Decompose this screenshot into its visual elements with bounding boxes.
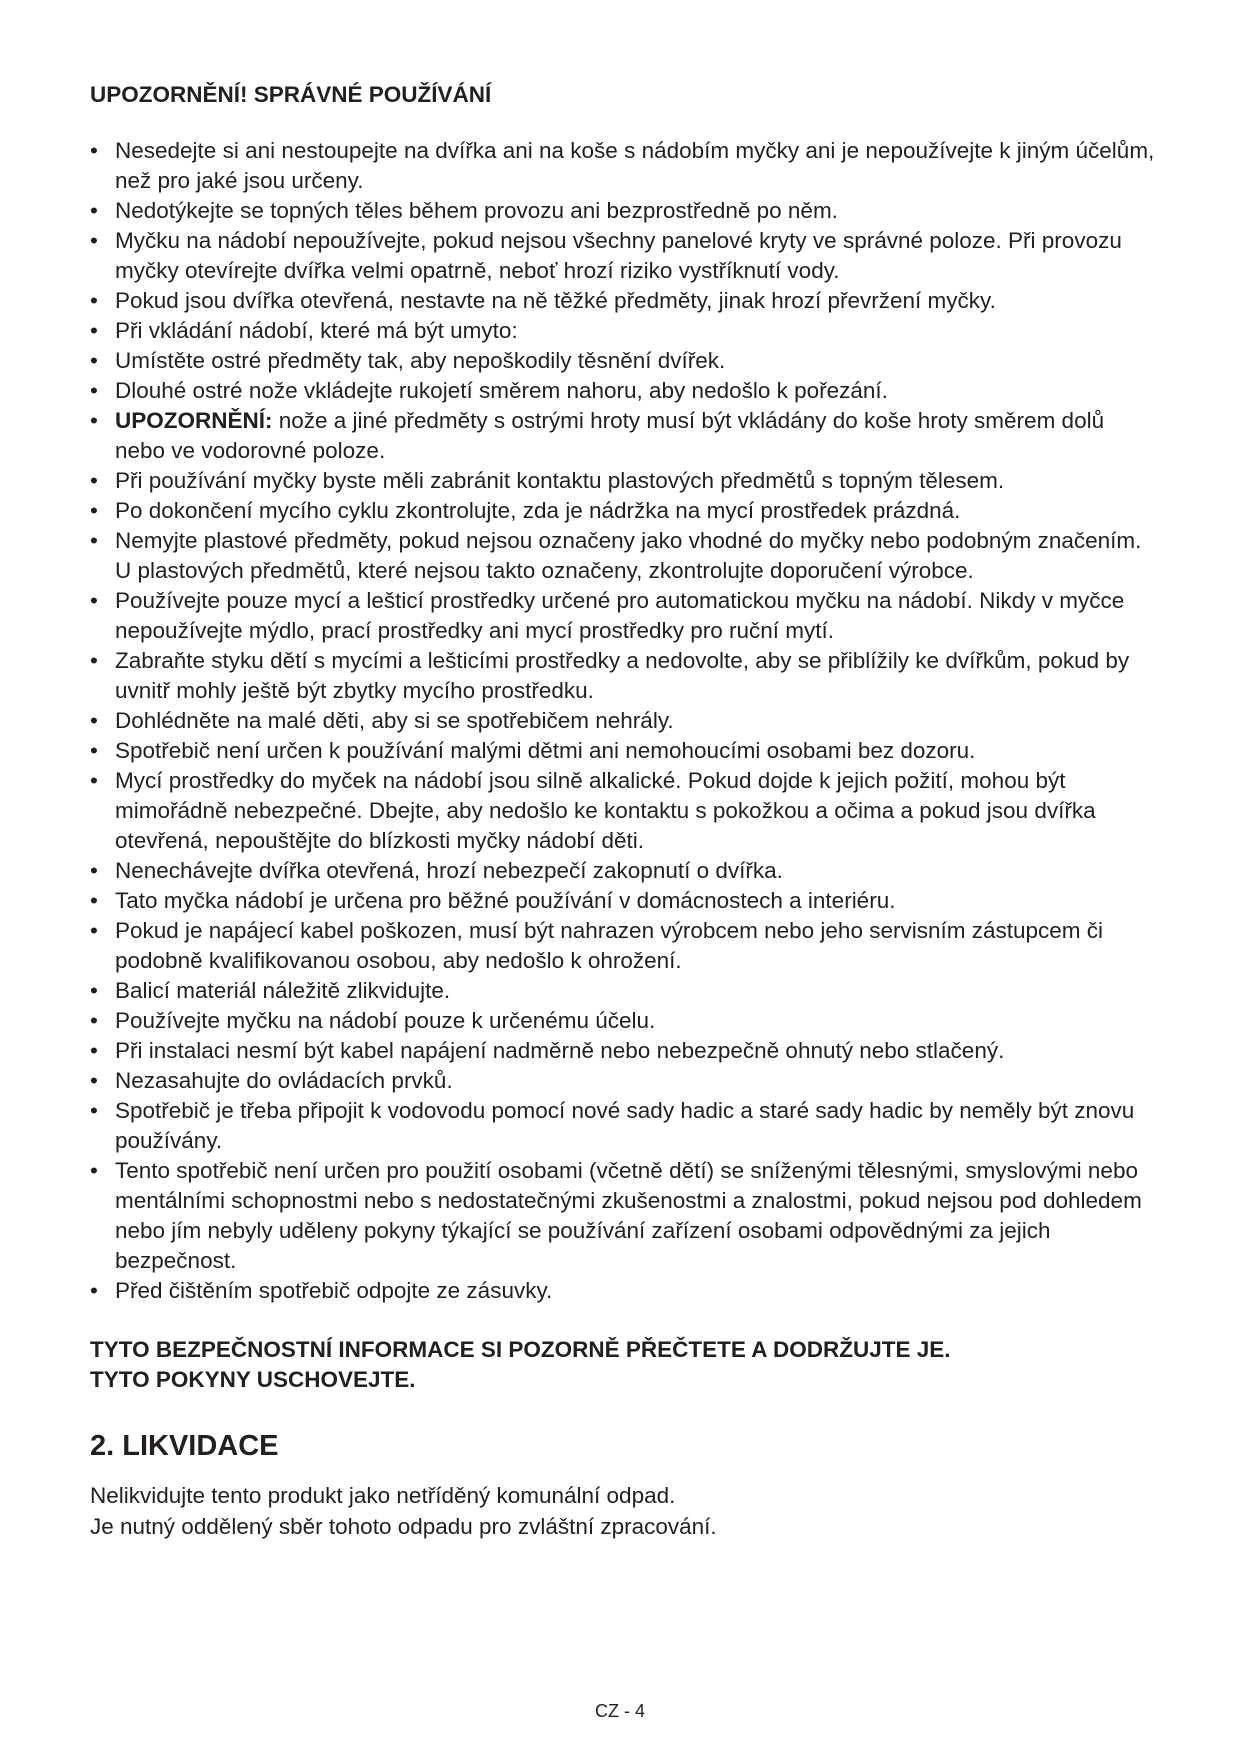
bullet-item xyxy=(90,1096,1160,1156)
bullet-item xyxy=(90,916,1160,976)
bullet-text: Nezasahujte do ovládacích prvků. xyxy=(115,1068,453,1093)
bullet-text: Mycí prostředky do myček na nádobí jsou silně alkalické. Pokud dojde k jejich požití, mohou být mimořádně nebezpečné. Dbejte, aby nedošlo ke kontaktu s pokožkou a očima a pokud jsou dvířka otevřená, nepouštějte do blízkosti myčky nádobí děti. xyxy=(115,768,1096,853)
bullet-text: Balicí materiál náležitě zlikvidujte. xyxy=(115,978,451,1003)
warning-heading: UPOZORNĚNÍ! SPRÁVNÉ POUŽÍVÁNÍ xyxy=(90,82,492,107)
bullet-text: Umístěte ostré předměty tak, aby nepoškodily těsnění dvířek. xyxy=(115,348,726,373)
bullet-item xyxy=(90,1006,1160,1036)
bullet-item xyxy=(90,286,1160,316)
bullet-text: Zabraňte styku dětí s mycími a lešticími prostředky a nedovolte, aby se přiblížily ke dvířkům, pokud by uvnitř mohly ještě být zbytky mycího prostředku. xyxy=(115,648,1130,703)
bullet-item xyxy=(90,706,1160,736)
bullet-text: Pokud je napájecí kabel poškozen, musí být nahrazen výrobcem nebo jeho servisním zástupcem či podobně kvalifikovanou osobou, aby nedošlo k ohrožení. xyxy=(115,918,1104,973)
bullet-text: Při používání myčky byste měli zabránit kontaktu plastových předmětů s topným tělesem. xyxy=(115,468,1005,493)
bullet-bold-prefix: UPOZORNĚNÍ: xyxy=(115,408,273,433)
disposal-line-1: Nelikvidujte tento produkt jako netříděný komunální odpad. xyxy=(90,1483,676,1508)
disposal-line-2: Je nutný oddělený sběr tohoto odpadu pro zvláštní zpracování. xyxy=(90,1514,717,1539)
bullet-item xyxy=(90,496,1160,526)
bullet-text: Používejte myčku na nádobí pouze k určenému účelu. xyxy=(115,1008,656,1033)
bullet-text: Po dokončení mycího cyklu zkontrolujte, zda je nádržka na mycí prostředek prázdná. xyxy=(115,498,961,523)
bullet-text: Tento spotřebič není určen pro použití osobami (včetně dětí) se sníženými tělesnými, smyslovými nebo mentálními schopnostmi nebo s nedostatečnými zkušenostmi a znalostmi, pokud nejsou pod dohledem nebo jím nebyly uděleny pokyny týkající se používání zařízení osobami odpovědnými za jejich bezpečnost. xyxy=(115,1158,1142,1273)
safety-bullet-list xyxy=(90,136,1160,1306)
bullet-text: Pokud jsou dvířka otevřená, nestavte na ně těžké předměty, jinak hrozí převržení myčky. xyxy=(115,288,996,313)
bullet-item xyxy=(90,736,1160,766)
bullet-item xyxy=(90,136,1160,196)
disposal-title: 2. LIKVIDACE xyxy=(90,1430,279,1462)
bullet-item xyxy=(90,376,1160,406)
bullet-text: Nenechávejte dvířka otevřená, hrozí nebezpečí zakopnutí o dvířka. xyxy=(115,858,783,883)
bullet-item xyxy=(90,646,1160,706)
bullet-item xyxy=(90,346,1160,376)
closing-notice xyxy=(90,1335,1160,1395)
bullet-text: Před čištěním spotřebič odpojte ze zásuvky. xyxy=(115,1278,553,1303)
bullet-text: Dohlédněte na malé děti, aby si se spotřebičem nehrály. xyxy=(115,708,674,733)
document-page xyxy=(90,80,1160,1542)
bullet-item xyxy=(90,886,1160,916)
bullet-text: nože a jiné předměty s ostrými hroty musí být vkládány do koše hroty směrem dolů nebo ve vodorovné poloze. xyxy=(115,408,1105,463)
closing-line-2: TYTO POKYNY USCHOVEJTE. xyxy=(90,1367,416,1392)
bullet-item xyxy=(90,1036,1160,1066)
bullet-item xyxy=(90,526,1160,586)
bullet-item xyxy=(90,1156,1160,1276)
bullet-text: Dlouhé ostré nože vkládejte rukojetí směrem nahoru, aby nedošlo k pořezání. xyxy=(115,378,888,403)
bullet-text: Při vkládání nádobí, které má být umyto: xyxy=(115,318,518,343)
page-number: CZ - 4 xyxy=(594,1701,645,1721)
bullet-item xyxy=(90,406,1160,466)
bullet-text: Spotřebič není určen k používání malými dětmi ani nemohoucími osobami bez dozoru. xyxy=(115,738,976,763)
bullet-item xyxy=(90,856,1160,886)
bullet-text: Nemyjte plastové předměty, pokud nejsou označeny jako vhodné do myčky nebo podobným značením. U plastových předmětů, které nejsou takto označeny, zkontrolujte doporučení výrobce. xyxy=(115,528,1142,583)
disposal-body xyxy=(90,1480,1160,1542)
closing-line-1: TYTO BEZPEČNOSTNÍ INFORMACE SI POZORNĚ PŘEČTETE A DODRŽUJTE JE. xyxy=(90,1337,951,1362)
bullet-item xyxy=(90,766,1160,856)
bullet-text: Při instalaci nesmí být kabel napájení nadměrně nebo nebezpečně ohnutý nebo stlačený. xyxy=(115,1038,1005,1063)
bullet-item xyxy=(90,976,1160,1006)
bullet-item xyxy=(90,1276,1160,1306)
bullet-item xyxy=(90,226,1160,286)
bullet-item xyxy=(90,586,1160,646)
bullet-item xyxy=(90,466,1160,496)
bullet-text: Spotřebič je třeba připojit k vodovodu pomocí nové sady hadic a staré sady hadic by neměly být znovu používány. xyxy=(115,1098,1135,1153)
bullet-text: Používejte pouze mycí a lešticí prostředky určené pro automatickou myčku na nádobí. Nikdy v myčce nepoužívejte mýdlo, prací prostředky ani mycí prostředky pro ruční mytí. xyxy=(115,588,1125,643)
bullet-text: Nedotýkejte se topných těles během provozu ani bezprostředně po něm. xyxy=(115,198,838,223)
bullet-item xyxy=(90,1066,1160,1096)
bullet-text: Tato myčka nádobí je určena pro běžné používání v domácnostech a interiéru. xyxy=(115,888,896,913)
bullet-item xyxy=(90,316,1160,346)
bullet-item xyxy=(90,196,1160,226)
bullet-text: Nesedejte si ani nestoupejte na dvířka ani na koše s nádobím myčky ani je nepoužívejte k jiným účelům, než pro jaké jsou určeny. xyxy=(115,138,1155,193)
bullet-text: Myčku na nádobí nepoužívejte, pokud nejsou všechny panelové kryty ve správné poloze. Při provozu myčky otevírejte dvířka velmi opatrně, neboť hrozí riziko vystříknutí vody. xyxy=(115,228,1122,283)
